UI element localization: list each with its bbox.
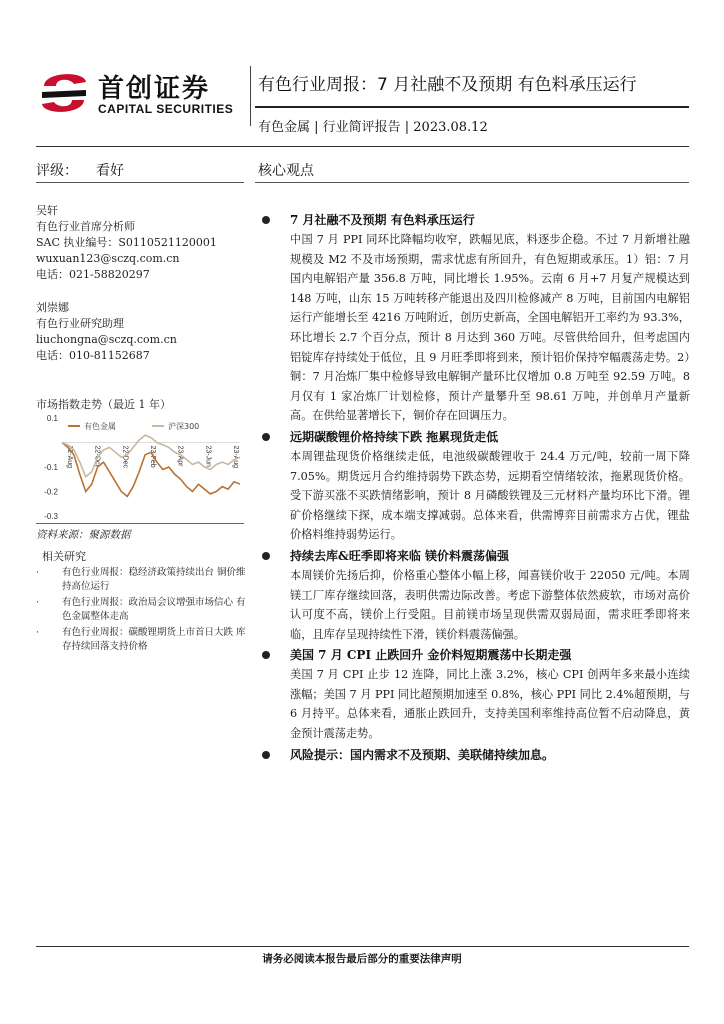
related-research-title: 相关研究 (42, 550, 86, 563)
list-dot-icon: · (36, 567, 40, 578)
analyst-card (36, 300, 246, 364)
analyst-name: 吴轩 (36, 204, 58, 217)
x-tick-label: 23-Feb (149, 445, 156, 468)
title-rule (255, 106, 689, 108)
legend-label: 沪深300 (168, 422, 200, 431)
core-views (262, 210, 690, 766)
x-tick-label: 23-Jun (204, 445, 212, 467)
analyst-email[interactable]: liuchongna@sczq.com.cn (36, 333, 177, 346)
analyst-cert: SAC 执业编号：S0110521120001 (36, 236, 217, 249)
related-item[interactable] (36, 626, 246, 654)
view-section (262, 546, 690, 644)
y-tick-label: 0.1 (46, 414, 58, 423)
logo-text-cn: 首创证券 (98, 74, 211, 104)
view-section (262, 427, 690, 545)
y-tick-label: -0.2 (44, 487, 58, 497)
section-heading: 风险提示：国内需求不及预期、美联储持续加息。 (262, 745, 690, 765)
section-heading: 持续去库&旺季即将来临 镁价料震荡偏强 (262, 546, 690, 566)
bullet-icon (262, 651, 270, 659)
related-item-text: 有色行业周报：政治局会议增强市场信心 有色金属整体走高 (62, 597, 246, 622)
x-tick-label: 23-Apr (176, 445, 184, 467)
section-heading: 7 月社融不及预期 有色料承压运行 (262, 210, 690, 230)
header-divider (250, 66, 251, 126)
rating (36, 160, 124, 180)
report-subtitle: 有色金属 | 行业简评报告 | 2023.08.12 (258, 120, 488, 135)
view-section (262, 745, 690, 765)
chart-source: 资料来源：聚源数据 (36, 529, 131, 541)
header-rule (36, 146, 689, 147)
footer-rule (36, 946, 689, 947)
logo-mark-icon (36, 66, 92, 118)
section-body: 中国 7 月 PPI 同环比降幅均收窄，跌幅见底，料逐步企稳。不过 7 月新增社融规模及 M2 不及市场预期，需求忧虑有所回升，有色短期或承压。1）铝：7 月国内电解铝产量 356.8 万吨，同比增长 1.95%。云南 6 月+7 月复产规模达到 148 万吨，山东 15 万吨转移产能退出及四川检修减产 8 万吨，目前国内电解铝运行产能增长至 4216 万吨附近，创历史新高，全国电解铝开工率约为 93.3%，环比增长 2.7 个百分点，预计 8 月达到 360 万吨。尽管供给回升，但考虑国内铝锭库存持续处于低位，且 9 月旺季即将到来，预计铝价保持窄幅震荡走势。2）铜：7 月冶炼厂集中检修导致电解铜产量环比仅增加 0.8 万吨至 92.59 万吨。8 月仅有 1 家冶炼厂计划检修，预计产量攀升至 98.61 万吨，并创单月产量新高。在供给显著增长下，铜价存在回调压力。 (290, 233, 690, 423)
section-body: 本周锂盐现货价格继续走低，电池级碳酸锂收于 24.4 万元/吨，较前一周下降 7.05%。期货远月合约维持弱势下跌态势，远期看空情绪较浓，拖累现货价格。受下游买涨不买跌情绪影响，预计 8 月磷酸铁锂及三元材料产量均环比下滑。锂矿价格继续下探，成本端支撑减弱。总体来看，供需博弈目前需求方占优，锂盐价格料维持弱势运行。 (290, 449, 690, 542)
related-item-text: 有色行业周报：稳经济政策持续出台 铜价维持高位运行 (62, 567, 246, 592)
x-tick-label: 22-Dec (121, 445, 129, 469)
bullet-icon (262, 751, 270, 759)
bullet-icon (262, 216, 270, 224)
core-views-title: 核心观点 (258, 163, 314, 179)
rating-label: 评级： (36, 163, 78, 179)
main-rule (255, 182, 689, 183)
chart-rule (36, 523, 244, 524)
legal-notice: 请务必阅读本报告最后部分的重要法律声明 (262, 953, 462, 965)
view-section (262, 645, 690, 743)
report-title: 有色行业周报：7 月社融不及预期 有色料承压运行 (258, 75, 637, 95)
list-dot-icon: · (36, 597, 40, 608)
logo-text-en: CAPITAL SECURITIES (98, 102, 234, 116)
index-trend-chart (36, 412, 246, 522)
related-research-list (36, 566, 246, 656)
list-dot-icon: · (36, 627, 40, 638)
sidebar-rule (36, 182, 244, 183)
x-tick-label: 23-Aug (232, 445, 239, 469)
view-section (262, 210, 690, 426)
rating-value: 看好 (96, 163, 124, 179)
bullet-icon (262, 552, 270, 560)
analyst-phone: 电话：010-81152687 (36, 349, 150, 362)
y-tick-label: -0.3 (44, 512, 58, 521)
x-tick-label: 22-Aug (66, 445, 73, 469)
section-body: 美国 7 月 CPI 止步 12 连降，同比上涨 3.2%，核心 CPI 创两年多来最小连续涨幅；美国 7 月 PPI 同比超预期加速至 0.8%，核心 PPI 同比 2.4%超预期，与 6 月持平。总体来看，通胀止跌回升，支持美国利率维持高位暂不启动降息，黄金预计震荡走势。 (290, 668, 690, 741)
related-item-text: 有色行业周报：碳酸锂期货上市首日大跌 库存持续回落支持价格 (62, 627, 246, 652)
analyst-role: 有色行业首席分析师 (36, 220, 135, 233)
related-item[interactable] (36, 566, 246, 594)
section-heading: 美国 7 月 CPI 止跌回升 金价料短期震荡中长期走强 (262, 645, 690, 665)
analyst-email[interactable]: wuxuan123@sczq.com.cn (36, 252, 180, 265)
analyst-card (36, 203, 246, 283)
analyst-role: 有色行业研究助理 (36, 317, 124, 330)
section-body: 本周镁价先扬后抑，价格重心整体小幅上移，闻喜镁价收于 22050 元/吨。本周镁工厂库存继续回落，表明供需边际改善。考虑下游整体依然疲软，市场对高价认可度不高，镁价上行受阻。目前镁市场呈现供需双弱局面，需求旺季即将来临，且库存呈现持续性下滑，镁价料震荡偏强。 (290, 568, 690, 641)
section-heading: 远期碳酸锂价格持续下跌 拖累现货走低 (262, 427, 690, 447)
y-tick-label: -0.1 (44, 463, 58, 472)
legend-label: 有色金属 (84, 422, 116, 431)
analyst-phone: 电话：021-58820297 (36, 268, 150, 281)
company-logo (36, 62, 246, 124)
analyst-name: 刘崇娜 (36, 301, 69, 314)
related-item[interactable] (36, 596, 246, 624)
chart-title: 市场指数走势（最近 1 年） (36, 398, 171, 411)
bullet-icon (262, 433, 270, 441)
x-tick-label: 22-Oct (93, 445, 101, 467)
